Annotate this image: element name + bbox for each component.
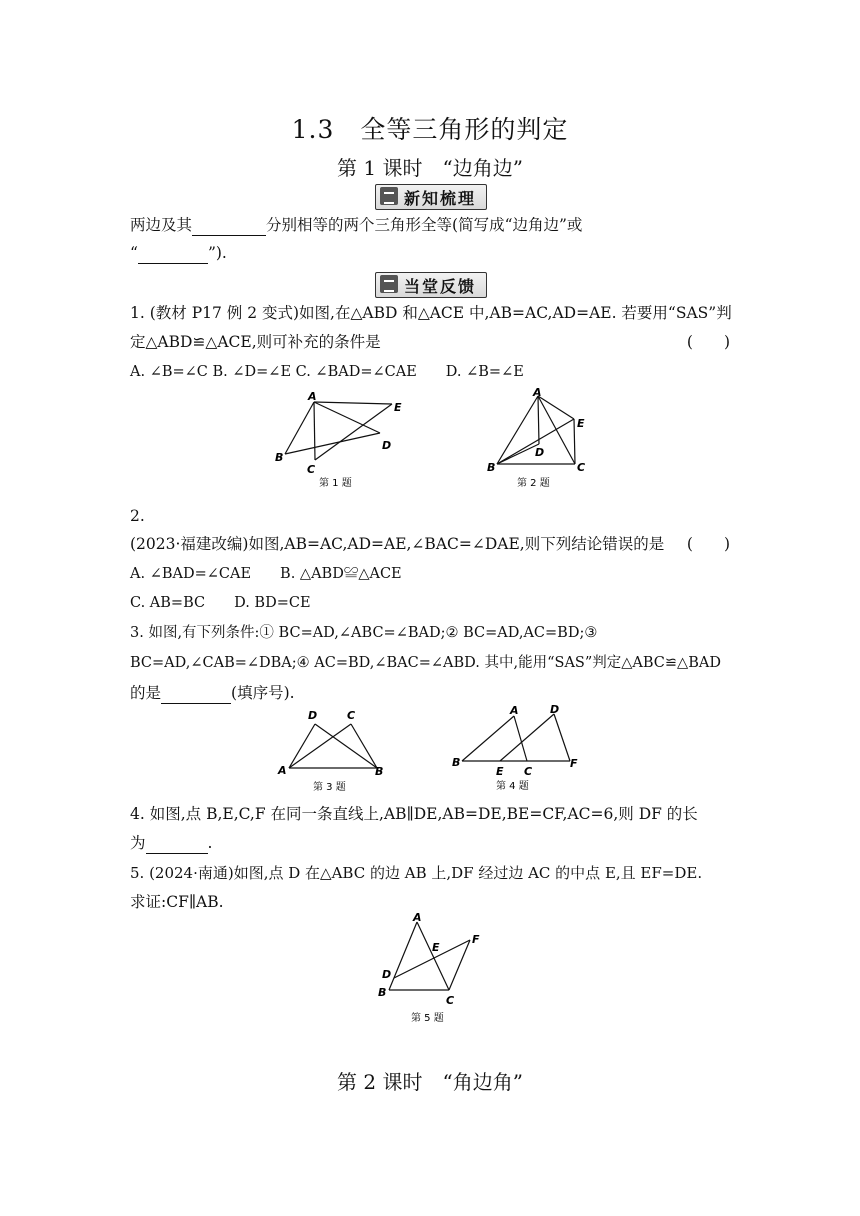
svg-text:B: B <box>487 461 496 474</box>
q3-text-b: (填序号). <box>231 684 295 702</box>
q2-stem: (2023·福建改编)如图,AB=AC,AD=AE,∠BAC=∠DAE,则下列结论错误的是 <box>130 535 665 553</box>
figure-4-caption: 第 4 题 <box>496 781 529 792</box>
figure-5 <box>372 910 490 1028</box>
point-label: A <box>308 390 317 403</box>
q2-options-cd: C. AB=BC D. BD=CE <box>130 595 311 611</box>
badge-new-knowledge <box>375 184 487 210</box>
svg-text:E: E <box>394 401 402 414</box>
svg-text:A: A <box>510 704 519 717</box>
svg-text:A: A <box>413 911 422 924</box>
svg-text:C: C <box>347 709 356 722</box>
svg-text:C: C <box>446 994 455 1007</box>
answer-bracket[interactable]: ( ) <box>686 333 730 351</box>
answer-bracket[interactable]: ( ) <box>686 535 730 553</box>
svg-text:B: B <box>378 986 387 999</box>
svg-text:E: E <box>432 941 440 954</box>
q3-line-2: BC=AD,∠CAB=∠DBA;④ AC=BD,∠BAC=∠ABD. 其中,能用“SAS”判定△ABC≌△BAD <box>130 655 721 671</box>
svg-text:B: B <box>275 451 284 464</box>
knowledge-line-1 <box>130 214 730 236</box>
figure-5-caption: 第 5 题 <box>411 1013 444 1024</box>
figure-3 <box>275 704 395 796</box>
figure-4 <box>450 700 600 796</box>
blank[interactable] <box>146 837 208 854</box>
svg-text:F: F <box>570 757 578 770</box>
svg-text:A: A <box>278 764 287 777</box>
blank[interactable] <box>161 687 231 704</box>
svg-text:D: D <box>382 968 392 981</box>
knowledge-text-c: “ <box>130 244 138 262</box>
svg-text:B: B <box>375 765 384 778</box>
svg-text:E: E <box>577 417 585 430</box>
svg-text:D: D <box>535 446 545 459</box>
svg-text:C: C <box>577 461 586 474</box>
badge-label: 当堂反馈 <box>404 277 477 296</box>
q3-text-a: 的是 <box>130 684 162 702</box>
section-title: 1.3 全等三角形的判定 <box>291 115 569 144</box>
badge-label: 新知梳理 <box>404 189 477 208</box>
q2-options-ab: A. ∠BAD=∠CAE B. △ABD≌△ACE <box>130 566 402 582</box>
q5-line-2: 求证:CF∥AB. <box>130 893 224 911</box>
blank[interactable] <box>138 247 208 264</box>
figure-3-caption: 第 3 题 <box>313 782 346 793</box>
svg-text:D: D <box>308 709 318 722</box>
svg-text:D: D <box>550 703 560 716</box>
pen-icon <box>380 275 398 293</box>
q1-options: A. ∠B=∠C B. ∠D=∠E C. ∠BAD=∠CAE D. ∠B=∠E <box>130 364 524 380</box>
q2-number: 2. <box>130 507 145 525</box>
book-icon <box>380 187 398 205</box>
q1-stem: 定△ABD≌△ACE,则可补充的条件是 <box>130 333 381 351</box>
q4-text-b: . <box>207 834 213 852</box>
q1-line-2 <box>130 331 730 353</box>
svg-text:B: B <box>452 756 461 769</box>
knowledge-text-b: 分别相等的两个三角形全等(简写成“边角边”或 <box>266 216 583 234</box>
figure-1 <box>270 390 410 490</box>
svg-text:C: C <box>307 463 316 476</box>
knowledge-text-a: 两边及其 <box>130 216 193 234</box>
svg-text:A: A <box>533 386 542 399</box>
figure-1-caption: 第 1 题 <box>319 478 352 489</box>
svg-text:C: C <box>524 765 533 778</box>
lesson2-title: 第 2 课时 “角边角” <box>337 1070 523 1094</box>
figure-2 <box>480 386 600 492</box>
q3-line-3 <box>130 682 730 704</box>
svg-text:E: E <box>496 765 504 778</box>
q5-line-1: 5. (2024·南通)如图,点 D 在△ABC 的边 AB 上,DF 经过边 AC 的中点 E,且 EF=DE. <box>130 864 703 882</box>
q3-line-1: 3. 如图,有下列条件:① BC=AD,∠ABC=∠BAD;② BC=AD,AC=BD;③ <box>130 625 598 641</box>
knowledge-line-2 <box>130 242 730 264</box>
q2-line-1 <box>130 533 730 555</box>
blank[interactable] <box>192 219 266 236</box>
svg-text:F: F <box>472 933 480 946</box>
lesson1-title: 第 1 课时 “边角边” <box>337 156 523 180</box>
q4-line-1: 4. 如图,点 B,E,C,F 在同一条直线上,AB∥DE,AB=DE,BE=CF,AC=6,则 DF 的长 <box>130 805 698 823</box>
knowledge-text-d: ”). <box>207 244 227 262</box>
badge-feedback <box>375 272 487 298</box>
q4-text-a: 为 <box>130 834 146 852</box>
svg-text:D: D <box>382 439 392 452</box>
q4-line-2 <box>130 832 730 854</box>
figure-2-caption: 第 2 题 <box>517 478 550 489</box>
q1-line-1: 1. (教材 P17 例 2 变式)如图,在△ABD 和△ACE 中,AB=AC,AD=AE. 若要用“SAS”判 <box>130 304 732 322</box>
